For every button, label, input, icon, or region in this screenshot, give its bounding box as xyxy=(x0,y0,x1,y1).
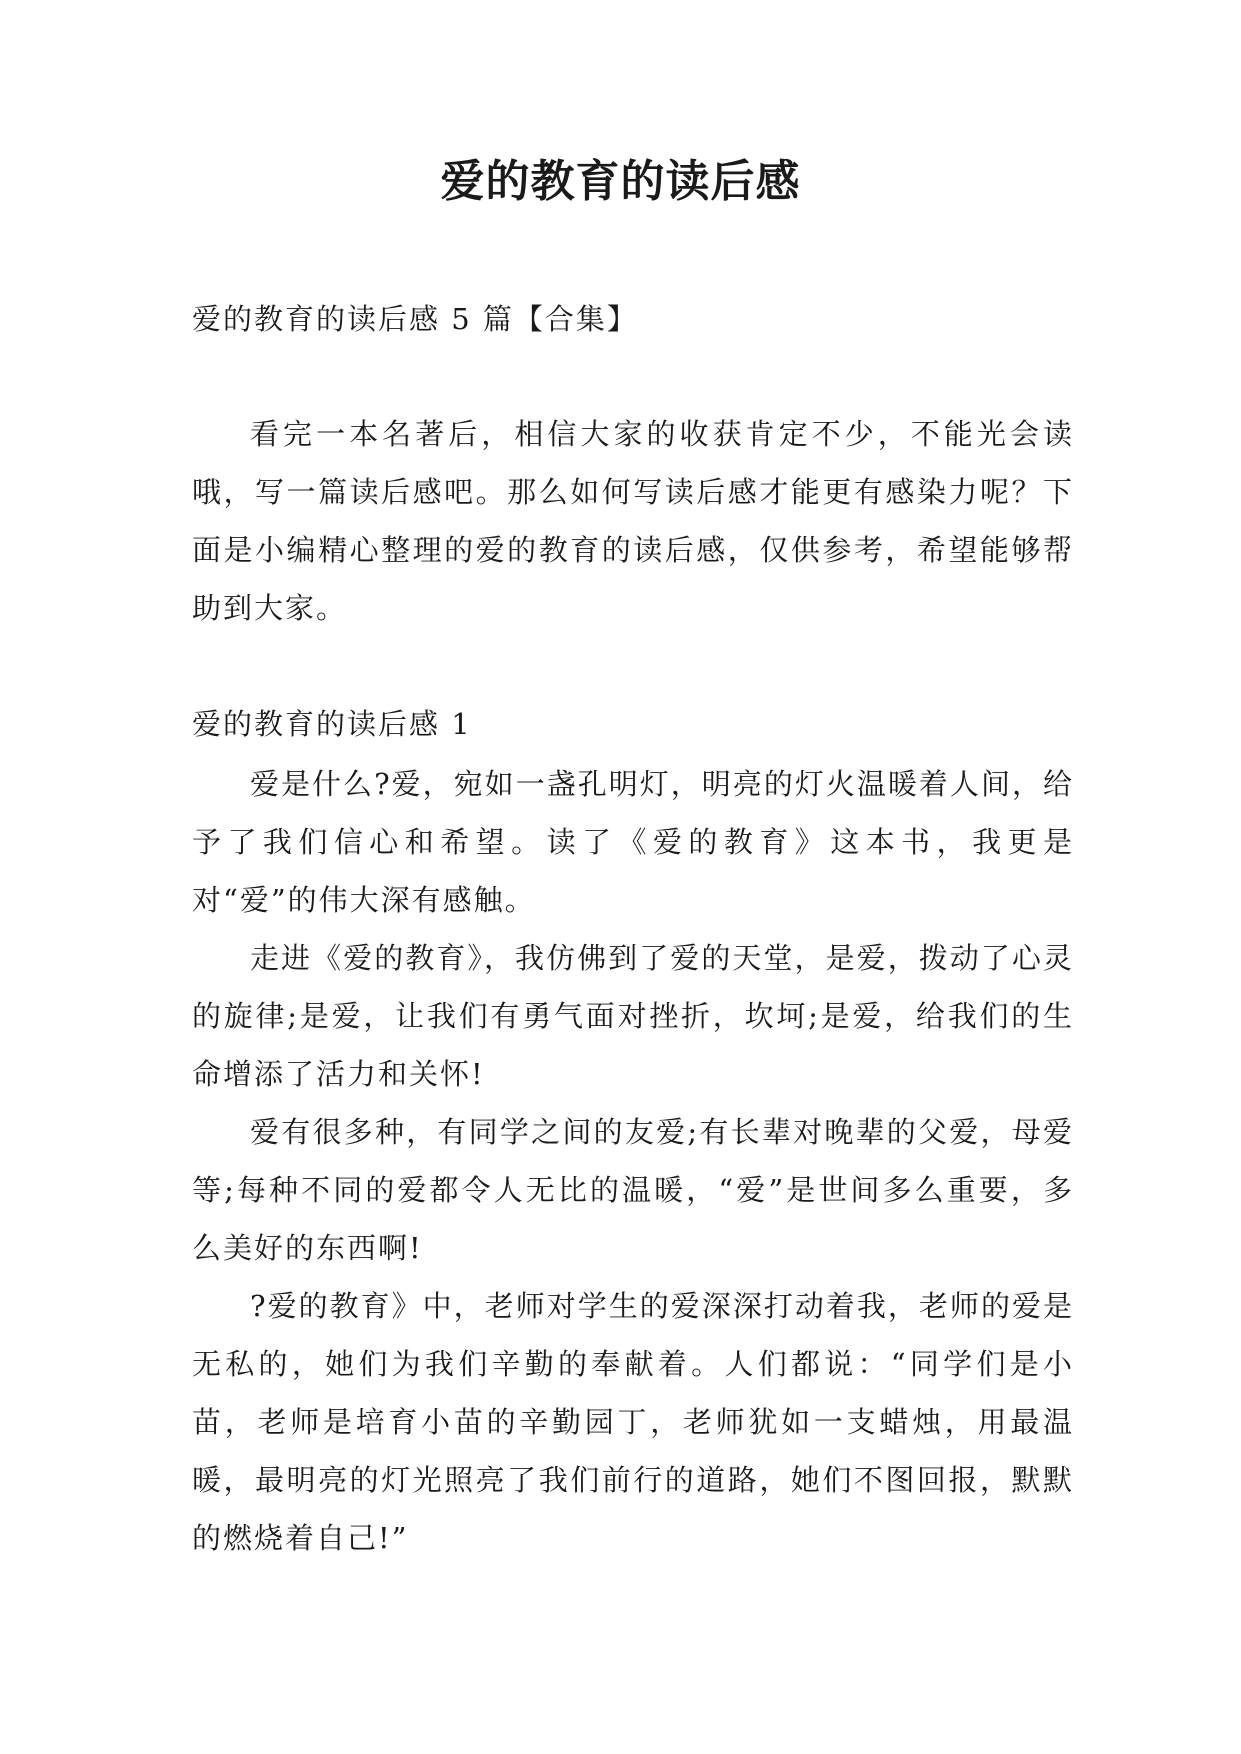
document-title: 爱的教育的读后感 xyxy=(440,156,801,207)
body-paragraph: 走进《爱的教育》，我仿佛到了爱的天堂，是爱，拨动了心灵的旋律;是爱，让我们有勇气面对挫折，坎坷;是爱，给我们的生命增添了活力和关怀! xyxy=(192,941,1074,1091)
document-subtitle: 爱的教育的读后感 5 篇【合集】 xyxy=(192,302,638,336)
intro-section xyxy=(192,405,1074,637)
section-body xyxy=(192,755,1074,1567)
section-heading: 爱的教育的读后感 1 xyxy=(192,707,472,741)
body-paragraph: 爱有很多种，有同学之间的友爱;有长辈对晚辈的父爱，母爱等;每种不同的爱都令人无比的温暖，“爱”是世间多么重要，多么美好的东西啊! xyxy=(192,1115,1074,1265)
body-paragraph: ?爱的教育》中，老师对学生的爱深深打动着我，老师的爱是无私的，她们为我们辛勤的奉献着。人们都说：“同学们是小苗，老师是培育小苗的辛勤园丁，老师犹如一支蜡烛，用最温暖，最明亮的灯光照亮了我们前行的道路，她们不图回报，默默的燃烧着自己!” xyxy=(192,1289,1074,1555)
body-paragraph: 爱是什么?爱，宛如一盏孔明灯，明亮的灯火温暖着人间，给予了我们信心和希望。读了《爱的教育》这本书，我更是对“爱”的伟大深有感触。 xyxy=(192,767,1074,917)
intro-paragraph: 看完一本名著后，相信大家的收获肯定不少，不能光会读哦，写一篇读后感吧。那么如何写读后感才能更有感染力呢？下面是小编精心整理的爱的教育的读后感，仅供参考，希望能够帮助到大家。 xyxy=(192,417,1074,625)
